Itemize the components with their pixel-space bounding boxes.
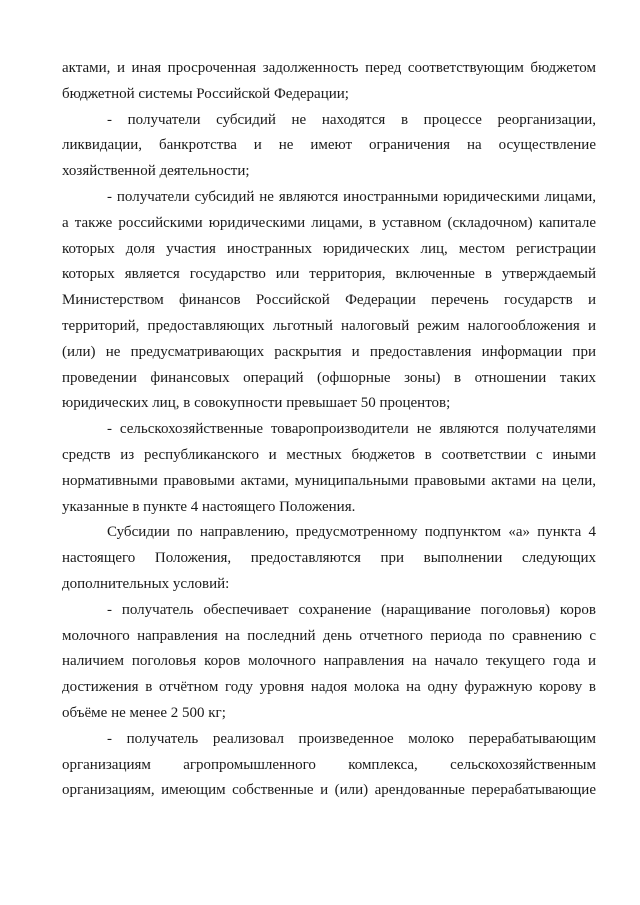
paragraph-no-reorganization: - получатели субсидий не находятся в процессе реорганизации, ликвидации, банкротства и не имеют ограничения на осуществление хозяйственной деятельности;: [62, 111, 596, 180]
document-body: [62, 56, 596, 804]
paragraph-not-other-budget-recipients: - сельскохозяйственные товаропроизводители не являются получателями средств из республиканского и местных бюджетов в соответствии с иными нормативными правовыми актами, муниципальными правовыми актами на цели, указанные в пункте 4 настоящего Положения.: [62, 421, 596, 515]
paragraph-not-foreign-entities: - получатели субсидий не являются иностранными юридическими лицами, а также российскими юридическими лицами, в уставном (складочном) капитале которых доля участия иностранных юридических лиц, местом регистрации которых является государство или территория, включенные в утверждаемый Министерством финансов Российской Федерации перечень государств и территорий, предоставляющих льготный налоговый режим налогообложения и (или) не предусматривающих раскрытия и предоставления информации при проведении финансовых операций (офшорные зоны) в отношении таких юридических лиц, в совокупности превышает 50 процентов;: [62, 188, 596, 412]
paragraph-milk-sold-condition: - получатель реализовал произведенное молоко перерабатывающим организациям агропромышленного комплекса, сельскохозяйственным организациям, имеющим собственные и (или) арендованные перерабатывающие: [62, 730, 596, 799]
paragraph-subsidy-direction-a: Субсидии по направлению, предусмотренному подпунктом «а» пункта 4 настоящего Положения, предоставляются при выполнении следующих дополнительных условий:: [62, 524, 596, 592]
paragraph-cow-herd-condition: - получатель обеспечивает сохранение (наращивание поголовья) коров молочного направления на последний день отчетного периода по сравнению с наличием поголовья коров молочного направления на начало текущего года и достижения в отчётном году уровня надоя молока на одну фуражную корову в объёме не менее 2 500 кг;: [62, 601, 596, 721]
paragraph-continuation: актами, и иная просроченная задолженность перед соответствующим бюджетом бюджетной системы Российской Федерации;: [62, 60, 596, 102]
